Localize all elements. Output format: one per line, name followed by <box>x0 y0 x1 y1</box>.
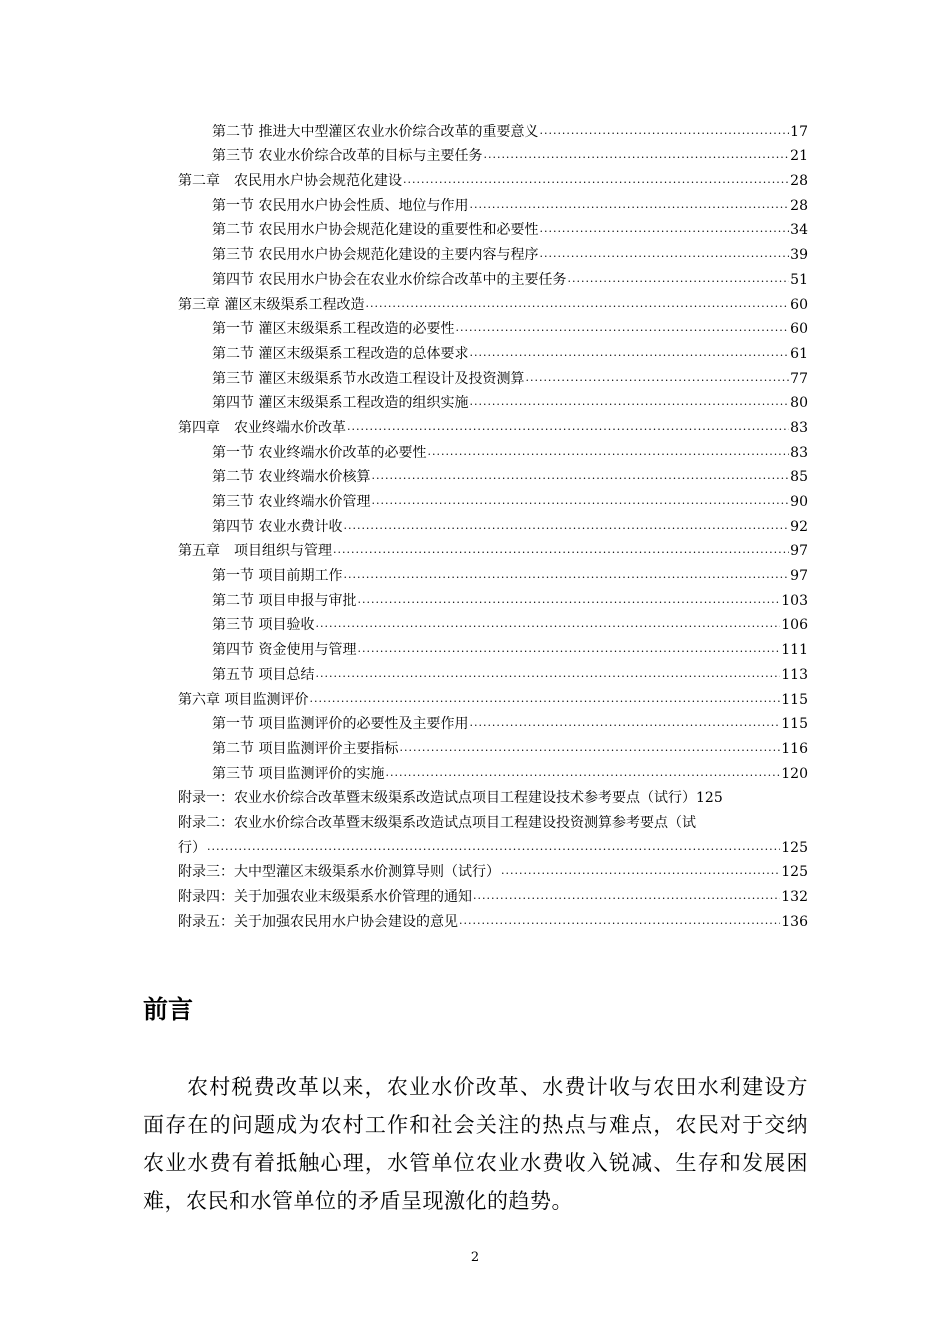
toc-section-entry[interactable] <box>178 264 808 289</box>
toc-page-number: 97 <box>790 543 808 560</box>
toc-leader-dots <box>347 420 789 434</box>
toc-leader-dots <box>539 247 789 261</box>
toc-section-entry[interactable] <box>178 215 808 240</box>
toc-section-entry[interactable] <box>178 363 808 388</box>
toc-leader-dots <box>469 395 789 409</box>
toc-entry-label: 附录二：农业水价综合改革暨末级渠系改造试点项目工程建设投资测算参考要点（试 <box>178 814 696 831</box>
toc-leader-dots <box>371 469 789 483</box>
toc-page-number: 51 <box>790 271 808 288</box>
toc-leader-dots <box>309 692 780 706</box>
toc-entry-label: 第三节 项目监测评价的实施 <box>212 765 385 782</box>
toc-leader-dots <box>473 889 780 903</box>
toc-entry-label: 第三节 农民用水户协会规范化建设的主要内容与程序 <box>212 247 539 264</box>
toc-entry-label: 第一节 农民用水户协会性质、地位与作用 <box>212 197 469 214</box>
toc-entry-label: 第五章 项目组织与管理 <box>178 543 332 560</box>
toc-leader-dots <box>539 222 789 236</box>
toc-page-number: 34 <box>790 222 808 239</box>
toc-entry-label: 第二节 灌区末级渠系工程改造的总体要求 <box>212 345 469 362</box>
toc-chapter-entry[interactable] <box>178 857 808 882</box>
toc-entry[interactable] <box>178 807 808 832</box>
toc-section-entry[interactable] <box>178 709 808 734</box>
toc-chapter-entry[interactable] <box>178 783 808 808</box>
toc-leader-dots <box>469 716 780 730</box>
toc-entry-label: 第六章 项目监测评价 <box>178 691 309 708</box>
toc-page-number: 17 <box>790 123 808 140</box>
toc-page-number: 39 <box>790 247 808 264</box>
toc-entry-label: 第二章 农民用水户协会规范化建设 <box>178 173 402 190</box>
toc-leader-dots <box>455 321 789 335</box>
toc-page-number: 21 <box>790 148 808 165</box>
toc-section-entry[interactable] <box>178 758 808 783</box>
toc-page-number: 90 <box>790 494 808 510</box>
toc-leader-dots <box>315 617 780 631</box>
toc-section-entry[interactable] <box>178 511 808 536</box>
toc-page-number: 125 <box>696 790 723 807</box>
toc-page-number: 125 <box>781 839 808 856</box>
toc-page-number: 136 <box>781 913 808 930</box>
toc-leader-dots <box>427 445 789 459</box>
toc-entry-label: 第二节 农业终端水价核算 <box>212 469 371 486</box>
toc-leader-dots <box>357 642 780 656</box>
toc-entry-label: 附录四：关于加强农业末级渠系水价管理的通知 <box>178 889 472 905</box>
toc-entry-label: 第一节 项目监测评价的必要性及主要作用 <box>212 716 469 733</box>
toc-section-entry[interactable] <box>178 190 808 215</box>
toc-page-number: 132 <box>781 889 808 905</box>
toc-entry-label-continued: 行） <box>178 839 206 856</box>
toc-section-entry[interactable] <box>178 585 808 610</box>
toc-entry-label: 第五节 项目总结 <box>212 666 315 683</box>
toc-leader-dots <box>371 494 789 508</box>
toc-page-number: 28 <box>790 197 808 214</box>
toc-leader-dots <box>207 840 780 854</box>
toc-entry-label: 附录三：大中型灌区末级渠系水价测算导则（试行） <box>178 864 500 881</box>
toc-section-entry[interactable] <box>178 733 808 758</box>
toc-section-entry[interactable] <box>178 437 808 462</box>
toc-leader-dots <box>357 593 780 607</box>
toc-section-entry[interactable] <box>178 141 808 166</box>
toc-entry-label: 第四节 灌区末级渠系工程改造的组织实施 <box>212 395 469 412</box>
toc-entry-continuation[interactable] <box>178 832 808 857</box>
toc-page-number: 113 <box>781 666 808 683</box>
toc-chapter-entry[interactable] <box>178 684 808 709</box>
toc-entry-label: 第二节 推进大中型灌区农业水价综合改革的重要意义 <box>212 123 539 140</box>
toc-chapter-entry[interactable] <box>178 906 808 931</box>
toc-leader-dots <box>539 124 789 138</box>
toc-entry-label: 附录五：关于加强农民用水户协会建设的意见 <box>178 913 458 930</box>
toc-page-number: 85 <box>790 469 808 486</box>
toc-leader-dots <box>469 346 789 360</box>
toc-page-number: 92 <box>790 518 808 535</box>
toc-page-number: 111 <box>781 642 808 659</box>
toc-leader-dots <box>343 519 789 533</box>
toc-page-number: 103 <box>781 592 808 609</box>
toc-section-entry[interactable] <box>178 659 808 684</box>
toc-section-entry[interactable] <box>178 388 808 413</box>
toc-leader-dots <box>343 568 789 582</box>
toc-entry-label: 第一节 农业终端水价改革的必要性 <box>212 444 427 461</box>
toc-entry-label: 第四章 农业终端水价改革 <box>178 419 346 436</box>
toc-page-number: 116 <box>781 740 808 757</box>
toc-page-number: 115 <box>781 716 808 733</box>
toc-page-number: 83 <box>790 419 808 436</box>
toc-entry-label: 第三节 灌区末级渠系节水改造工程设计及投资测算 <box>212 370 525 387</box>
toc-entry-label: 第二节 项目监测评价主要指标 <box>212 740 399 757</box>
toc-leader-dots <box>315 667 780 681</box>
toc-leader-dots <box>365 297 789 311</box>
toc-leader-dots <box>501 864 780 878</box>
body-paragraph: 农村税费改革以来，农业水价改革、水费计收与农田水利建设方面存在的问题成为农村工作和社会关注的热点与难点，农民对于交纳农业水费有着抵触心理，水管单位农业水费收入锐减、生存和发展困难，农民和水管单位的矛盾呈现激化的趋势。 <box>143 1075 808 1213</box>
toc-entry-label: 附录一：农业水价综合改革暨末级渠系改造试点项目工程建设技术参考要点（试行） <box>178 790 696 807</box>
toc-page-number: 83 <box>790 444 808 461</box>
toc-page-number: 60 <box>790 296 808 313</box>
toc-leader-dots <box>399 741 780 755</box>
toc-entry-label: 第四节 农业水费计收 <box>212 518 343 535</box>
toc-page-number: 77 <box>790 370 808 387</box>
toc-chapter-entry[interactable] <box>178 412 808 437</box>
toc-entry-label: 第三节 项目验收 <box>212 617 315 634</box>
toc-leader-dots <box>483 148 789 162</box>
toc-section-entry[interactable] <box>178 634 808 659</box>
toc-page-number: 106 <box>781 617 808 634</box>
toc-chapter-entry[interactable] <box>178 536 808 561</box>
toc-entry-label: 第三节 农业终端水价管理 <box>212 494 371 510</box>
page-number: 2 <box>470 1250 480 1265</box>
toc-entry-label: 第四节 农民用水户协会在农业水价综合改革中的主要任务 <box>212 271 567 288</box>
toc-leader-dots <box>469 198 789 212</box>
toc-entry-label: 第二节 项目申报与审批 <box>212 592 357 609</box>
toc-page-number: 80 <box>790 395 808 412</box>
toc-page-number: 115 <box>781 691 808 708</box>
toc-section-entry[interactable] <box>178 560 808 585</box>
toc-section-entry[interactable] <box>178 239 808 264</box>
toc-section-entry[interactable] <box>178 116 808 141</box>
toc-section-entry[interactable] <box>178 338 808 363</box>
toc-section-entry[interactable] <box>178 314 808 339</box>
toc-entry-label: 第三章 灌区末级渠系工程改造 <box>178 296 365 313</box>
toc-leader-dots <box>525 371 789 385</box>
toc-chapter-entry[interactable] <box>178 165 808 190</box>
section-heading: 前言 <box>143 995 194 1024</box>
toc-leader-dots <box>459 914 780 928</box>
toc-page-number: 120 <box>781 765 808 782</box>
table-of-contents <box>178 116 808 931</box>
toc-section-entry[interactable] <box>178 462 808 487</box>
toc-section-entry[interactable] <box>178 486 808 511</box>
toc-chapter-entry[interactable] <box>178 289 808 314</box>
toc-entry-label: 第一节 项目前期工作 <box>212 568 343 585</box>
toc-entry-label: 第一节 灌区末级渠系工程改造的必要性 <box>212 321 455 338</box>
toc-section-entry[interactable] <box>178 610 808 635</box>
toc-entry-label: 第二节 农民用水户协会规范化建设的重要性和必要性 <box>212 222 539 239</box>
toc-chapter-entry[interactable] <box>178 881 808 906</box>
toc-leader-dots <box>403 173 789 187</box>
toc-page-number: 125 <box>781 864 808 881</box>
toc-leader-dots <box>385 766 780 780</box>
toc-leader-dots <box>333 543 789 557</box>
toc-page-number: 60 <box>790 321 808 338</box>
toc-entry-label: 第三节 农业水价综合改革的目标与主要任务 <box>212 148 483 165</box>
toc-entry-label: 第四节 资金使用与管理 <box>212 642 357 659</box>
toc-page-number: 97 <box>790 568 808 585</box>
toc-leader-dots <box>567 272 789 286</box>
toc-page-number: 28 <box>790 173 808 190</box>
toc-page-number: 61 <box>790 345 808 362</box>
